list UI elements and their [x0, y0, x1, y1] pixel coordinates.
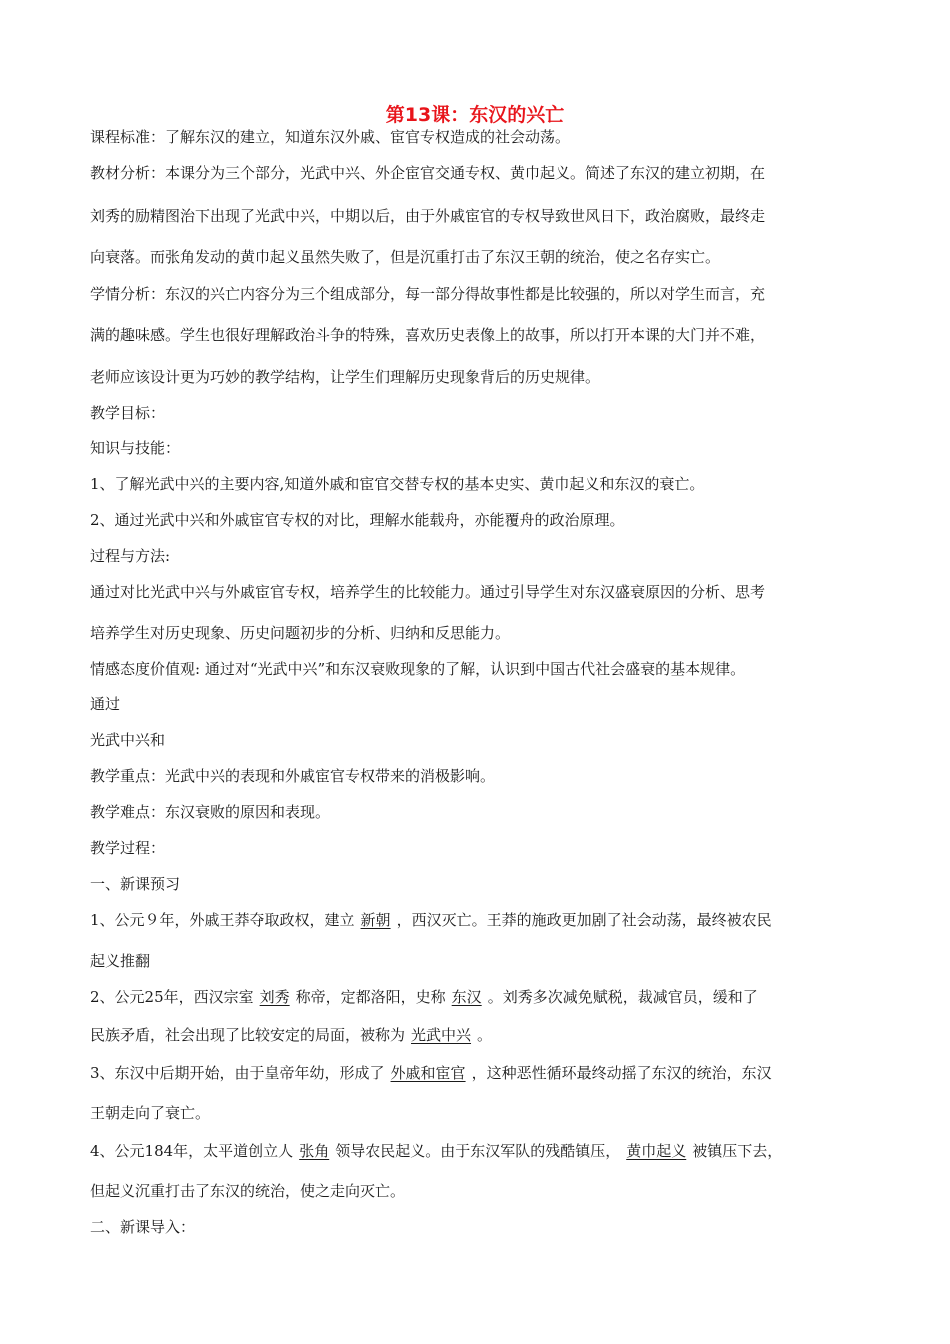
- answer-blank: 黄巾起义: [626, 1142, 687, 1160]
- answer-blank: 外戚和宦官: [390, 1064, 466, 1082]
- section-heading: 过程与方法:: [90, 547, 171, 565]
- question-4: 4、公元184年，太平道创立人 张角 领导农民起义。由于东汉军队的残酷镇压， 黄巾起义 被镇压下去，: [90, 1142, 783, 1160]
- text-line: 满的趣味感。学生也很好理解政治斗争的特殊，喜欢历史表像上的故事，所以打开本课的大门并不难，: [90, 326, 766, 344]
- material-analysis: 教材分析：本课分为三个部分，光武中兴、外企宦官交通专权、黄巾起义。简述了东汉的建立初期，在: [90, 164, 766, 182]
- answer-blank: 光武中兴: [411, 1026, 472, 1044]
- section-heading: 教学过程：: [90, 839, 166, 857]
- question-2: 2、公元25年，西汉宗室 刘秀 称帝，定都洛阳，史称 东汉 。刘秀多次减免赋税，裁减官员，缓和了: [90, 988, 758, 1006]
- section-heading: 一、新课预习: [90, 875, 181, 893]
- difficult-point: 教学难点：东汉衰败的原因和表现。: [90, 803, 331, 821]
- course-standard: 课程标准：了解东汉的建立，知道东汉外戚、宦官专权造成的社会动荡。: [90, 128, 571, 146]
- section-heading: 知识与技能：: [90, 439, 181, 457]
- section-heading: 二、新课导入：: [90, 1218, 196, 1236]
- text-line: 但起义沉重打击了东汉的统治，使之走向灭亡。: [90, 1182, 406, 1200]
- question-3: 3、东汉中后期开始，由于皇帝年幼，形成了 外戚和宦官 ，这种恶性循环最终动摇了东汉的统治，东汉: [90, 1064, 772, 1082]
- text-line: 向衰落。而张角发动的黄巾起义虽然失败了，但是沉重打击了东汉王朝的统治，使之名存实亡。: [90, 248, 721, 266]
- text-line: 光武中兴和: [90, 731, 166, 749]
- answer-blank: 新朝: [360, 911, 391, 929]
- answer-blank: 张角: [299, 1142, 330, 1160]
- list-item: 2、通过光武中兴和外戚宦官专权的对比，理解水能载舟，亦能覆舟的政治原理。: [90, 511, 625, 529]
- text-line: 通过: [90, 695, 121, 713]
- text-line: 王朝走向了衰亡。: [90, 1104, 211, 1122]
- text-line: 培养学生对历史现象、历史问题初步的分析、归纳和反思能力。: [90, 624, 511, 642]
- emotion-goal: 情感态度价值观: 通过对“光武中兴”和东汉衰败现象的了解，认识到中国古代社会盛衰的基本规律。: [90, 660, 746, 678]
- student-analysis: 学情分析：东汉的兴亡内容分为三个组成部分，每一部分得故事性都是比较强的，所以对学生而言，充: [90, 285, 766, 303]
- answer-blank: 东汉: [451, 988, 482, 1006]
- text-line: 通过对比光武中兴与外戚宦官专权，培养学生的比较能力。通过引导学生对东汉盛衰原因的分析、思考: [90, 583, 766, 601]
- text-line: 民族矛盾，社会出现了比较安定的局面，被称为 光武中兴 。: [90, 1026, 493, 1044]
- question-1: 1、公元９年，外戚王莽夺取政权，建立 新朝 ，西汉灭亡。王莽的施政更加剧了社会动荡，最终被农民: [90, 911, 772, 929]
- page-title: 第13课：东汉的兴亡: [385, 104, 565, 126]
- section-heading: 教学目标：: [90, 404, 166, 422]
- key-point: 教学重点：光武中兴的表现和外戚宦官专权带来的消极影响。: [90, 767, 496, 785]
- list-item: 1、了解光武中兴的主要内容,知道外戚和宦官交替专权的基本史实、黄巾起义和东汉的衰亡。: [90, 475, 705, 493]
- text-line: 刘秀的励精图治下出现了光武中兴，中期以后，由于外戚宦官的专权导致世风日下，政治腐败，最终走: [90, 207, 766, 225]
- text-line: 起义推翻: [90, 952, 151, 970]
- text-line: 老师应该设计更为巧妙的教学结构，让学生们理解历史现象背后的历史规律。: [90, 368, 601, 386]
- answer-blank: 刘秀: [259, 988, 290, 1006]
